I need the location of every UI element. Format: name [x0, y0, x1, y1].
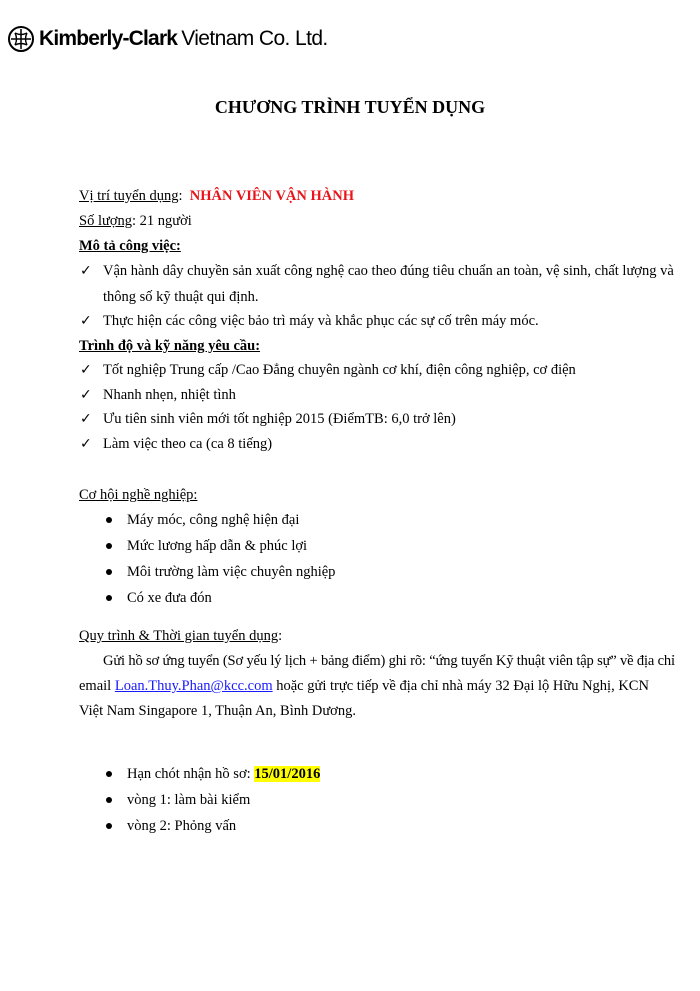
list-item: thông số kỹ thuật qui định. [103, 289, 259, 305]
list-item: Tốt nghiệp Trung cấp /Cao Đẳng chuyên ngành cơ khí, điện công nghiệp, cơ điện [103, 362, 576, 378]
check-icon: ✓ [80, 313, 92, 329]
list-item: Mức lương hấp dẫn & phúc lợi [127, 538, 308, 554]
list-item: Vận hành dây chuyền sản xuất công nghệ cao theo đúng tiêu chuẩn an toàn, vệ sinh, chất lượng và [103, 263, 674, 279]
list-item: Có xe đưa đón [127, 590, 212, 606]
list-item: Làm việc theo ca (ca 8 tiếng) [103, 436, 273, 452]
check-icon: ✓ [80, 263, 92, 279]
deadline-value: 15/01/2016 [254, 766, 321, 782]
round-2: vòng 2: Phỏng vấn [127, 818, 237, 834]
quantity-line [79, 212, 192, 230]
process-line-1: Gửi hồ sơ ứng tuyển (Sơ yếu lý lịch + bảng điểm) ghi rõ: “ứng tuyển Kỹ thuật viên tập sự” về địa chỉ [103, 653, 675, 669]
company-logo [8, 22, 328, 56]
bullet-icon [106, 595, 112, 601]
list-item: Thực hiện các công việc bảo trì máy và khắc phục các sự cố trên máy móc. [103, 313, 539, 329]
check-icon: ✓ [80, 436, 92, 452]
bullet-icon [106, 543, 112, 549]
process-line-3: Việt Nam Singapore 1, Thuận An, Bình Dương. [79, 703, 356, 719]
deadline-line [127, 765, 320, 783]
position-line: Vị trí tuyển dụng: NHÂN VIÊN VẬN HÀNH [79, 188, 354, 204]
bullet-icon [106, 771, 112, 777]
process-heading-line: Quy trình & Thời gian tuyển dụng: [79, 628, 283, 644]
company-name-rest: Vietnam Co. Ltd. [181, 27, 328, 50]
requirements-heading: Trình độ và kỹ năng yêu cầu: [79, 338, 261, 354]
email-link[interactable]: Loan.Thuy.Phan@kcc.com [114, 678, 273, 694]
bullet-icon [106, 797, 112, 803]
position-value: NHÂN VIÊN VẬN HÀNH [189, 188, 354, 204]
company-name-bold: Kimberly-Clark [39, 27, 178, 50]
bullet-icon [106, 517, 112, 523]
position-label: Vị trí tuyển dụng [79, 188, 179, 204]
process-heading: Quy trình & Thời gian tuyển dụng [79, 628, 279, 644]
job-description-heading: Mô tả công việc: [79, 238, 181, 254]
list-item: Máy móc, công nghệ hiện đại [127, 512, 300, 528]
opportunities-heading: Cơ hội nghề nghiệp: [79, 487, 198, 503]
process-line-2: email Loan.Thuy.Phan@kcc.com hoặc gửi trực tiếp về địa chỉ nhà máy 32 Đại lộ Hữu Nghị, KCN [79, 678, 649, 694]
list-item: Ưu tiên sinh viên mới tốt nghiệp 2015 (ĐiểmTB: 6,0 trở lên) [103, 411, 456, 427]
check-icon: ✓ [80, 362, 92, 378]
bullet-icon [106, 823, 112, 829]
page-title: CHƯƠNG TRÌNH TUYỂN DỤNG [214, 97, 486, 117]
deadline-label: Hạn chót nhận hồ sơ: [127, 766, 255, 782]
bullet-icon [106, 569, 112, 575]
check-icon: ✓ [80, 411, 92, 427]
list-item: Nhanh nhẹn, nhiệt tình [103, 387, 236, 403]
list-item: Môi trường làm việc chuyên nghiệp [127, 564, 336, 580]
quantity-label: Số lượng [79, 213, 132, 229]
kimberly-clark-logo-icon [8, 26, 34, 52]
round-1: vòng 1: làm bài kiểm [127, 792, 251, 808]
quantity-value: : 21 người [132, 213, 192, 229]
check-icon: ✓ [80, 387, 92, 403]
